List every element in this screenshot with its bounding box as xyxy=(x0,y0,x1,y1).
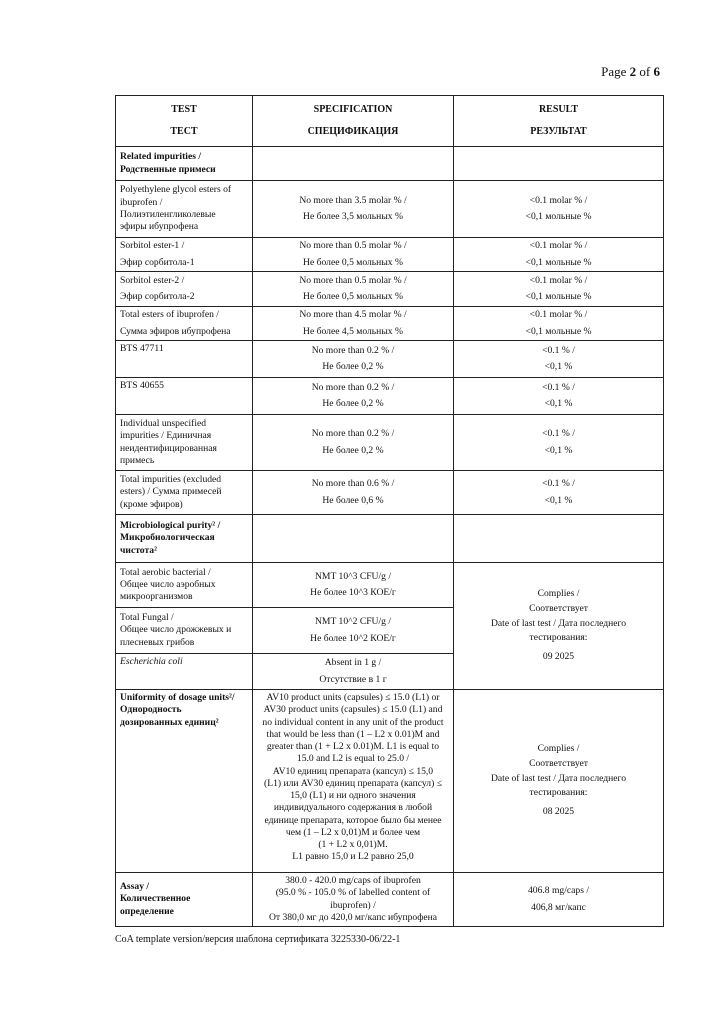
spec-cell: NMT 10^2 CFU/g / Не более 10^2 КОЕ/г xyxy=(253,608,454,654)
table-row xyxy=(116,378,664,415)
spec-cell: No more than 4.5 molar % / Не более 4,5 мольных % xyxy=(253,307,454,341)
test-cell: Total Fungal / Общее число дрожжевых и плесневых грибов xyxy=(116,608,253,654)
footer-template-version: CoA template version/версия шаблона сертификата 3225330-06/22-1 xyxy=(115,934,401,945)
section-title: Related impurities / Родственные примеси xyxy=(116,147,253,181)
test-cell: Escherichia coli xyxy=(116,654,253,690)
assay-spec-cell: 380.0 - 420.0 mg/caps of ibuprofen (95.0 % - 105.0 % of labelled content of ibuprofen) / От 380,0 мг до 420,0 мг/капс ибупрофена xyxy=(253,873,454,927)
table-row xyxy=(116,307,664,341)
result-cell: <0.1 % / <0,1 % xyxy=(454,341,664,378)
spec-cell: No more than 0.2 % / Не более 0,2 % xyxy=(253,415,454,471)
spec-cell: No more than 0.2 % / Не более 0,2 % xyxy=(253,341,454,378)
test-cell: Polyethylene glycol esters of ibuprofen / Полиэтиленгликолевые эфиры ибупрофена xyxy=(116,181,253,238)
test-cell: Sorbitol ester-2 / Эфир сорбитола-2 xyxy=(116,272,253,307)
result-cell: <0.1 molar % / <0,1 мольные % xyxy=(454,238,664,272)
section-micro xyxy=(116,515,664,563)
test-cell: Sorbitol ester-1 / Эфир сорбитола-1 xyxy=(116,238,253,272)
section-title: Assay / Количественное определение xyxy=(116,873,253,927)
test-cell: Total esters of ibuprofen / Сумма эфиров ибупрофена xyxy=(116,307,253,341)
spec-cell: No more than 0.5 molar % / Не более 0,5 мольных % xyxy=(253,238,454,272)
assay-result-cell: 406.8 mg/caps / 406,8 мг/капс xyxy=(454,873,664,927)
result-cell: <0.1 molar % / <0,1 мольные % xyxy=(454,272,664,307)
section-related xyxy=(116,147,664,181)
section-title: Microbiological purity² / Микробиологическая чистота² xyxy=(116,515,253,563)
spec-cell: NMT 10^3 CFU/g / Не более 10^3 КОЕ/г xyxy=(253,563,454,608)
spec-cell: No more than 0.5 molar % / Не более 0,5 мольных % xyxy=(253,272,454,307)
table-row xyxy=(116,415,664,471)
uniformity-spec-cell: AV10 product units (capsules) ≤ 15.0 (L1) or AV30 product units (capsules) ≤ 15.0 (L1) and no individual content in any unit of the product that would be less than (1 – L2 x 0.01)M and greater than (1 + L2 x 0.01)M. L1 is equal to 15.0 and L2 is equal to 25.0 / AV10 единиц препарата (капсул) ≤ 15,0 (L1) или AV30 единиц препарата (капсул) ≤ 15,0 (L1) и ни одного значения индивидуального содержания в любой единице препарата, которое было бы менее чем (1 – L2 x 0,01)M и более чем (1 + L2 x 0,01)M. L1 равно 15,0 и L2 равно 25,0 xyxy=(253,690,454,873)
uniformity-result-cell: Complies / Соответствует Date of last test / Дата последнего тестирования: 08 2025 xyxy=(454,690,664,873)
test-cell: Total aerobic bacterial / Общее число аэробных микроорганизмов xyxy=(116,563,253,608)
section-assay xyxy=(116,873,664,927)
header-row xyxy=(116,96,664,147)
test-cell: BTS 47711 xyxy=(116,341,253,378)
result-cell: <0.1 % / <0,1 % xyxy=(454,415,664,471)
spec-cell: No more than 3.5 molar % / Не более 3,5 мольных % xyxy=(253,181,454,238)
table-row xyxy=(116,238,664,272)
result-cell: <0.1 molar % / <0,1 мольные % xyxy=(454,181,664,238)
spec-cell: Absent in 1 g / Отсутствие в 1 г xyxy=(253,654,454,690)
spec-cell: No more than 0.6 % / Не более 0,6 % xyxy=(253,471,454,515)
header-test: TEST ТЕСТ xyxy=(116,96,253,147)
result-cell: <0.1 % / <0,1 % xyxy=(454,471,664,515)
table-row xyxy=(116,181,664,238)
test-cell: BTS 40655 xyxy=(116,378,253,415)
section-title: Uniformity of dosage units²/ Однородность дозированных единиц² xyxy=(116,690,253,873)
coa-table xyxy=(115,95,664,927)
section-uniformity xyxy=(116,690,664,873)
header-spec: SPECIFICATION СПЕЦИФИКАЦИЯ xyxy=(253,96,454,147)
test-cell: Individual unspecified impurities / Единичная неидентифицированная примесь xyxy=(116,415,253,471)
table-row xyxy=(116,563,664,608)
micro-result-cell: Complies / Соответствует Date of last test / Дата последнего тестирования: 09 2025 xyxy=(454,563,664,690)
table-row xyxy=(116,272,664,307)
table-row xyxy=(116,341,664,378)
result-cell: <0.1 % / <0,1 % xyxy=(454,378,664,415)
test-cell: Total impurities (excluded esters) / Сумма примесей (кроме эфиров) xyxy=(116,471,253,515)
page-number: Page 2 of 6 xyxy=(601,64,660,79)
spec-cell: No more than 0.2 % / Не более 0,2 % xyxy=(253,378,454,415)
table-row xyxy=(116,471,664,515)
result-cell: <0.1 molar % / <0,1 мольные % xyxy=(454,307,664,341)
header-result: RESULT РЕЗУЛЬТАТ xyxy=(454,96,664,147)
